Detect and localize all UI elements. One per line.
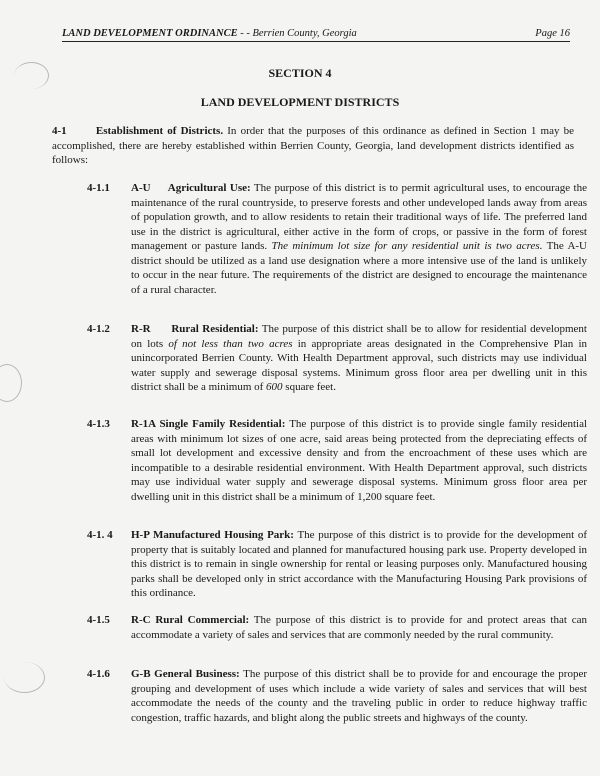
district-item-r-1a (87, 417, 587, 504)
item-text: The purpose of this district shall be to provide for and encourage the proper grouping and development of uses which include a wide variety of sales and services that will best accommodate the needs of the county and the traveling public in order to reduce highway traffic congestion, traffic hazards, and blight along the public streets and highways of the county. (131, 668, 587, 724)
item-text: in appropriate areas designated in the Comprehensive Plan in unincorporated Berrien County. With Health Department approval, such districts may use individual water supply and sewerage disposal systems. Minimum gross floor area per dwelling unit in this district shall be a minimum of (131, 337, 587, 393)
intro-text: In order that the purposes of this ordinance as defined in Section 1 may be accomplished, there are hereby established within Berrien County, Georgia, land development districts identified as follows: (52, 125, 574, 166)
item-number: 4-1.2 (87, 323, 110, 335)
district-item-r-c (87, 613, 587, 642)
district-item-a-u (87, 181, 587, 297)
district-item-g-b (87, 667, 587, 725)
intro-paragraph (52, 124, 574, 168)
item-text: square feet. (285, 381, 336, 393)
item-heading: R-C Rural Commercial: (131, 614, 250, 626)
item-text-italic: 600 (266, 381, 283, 393)
item-number: 4-1. 4 (87, 529, 113, 541)
item-heading: H-P Manufactured Housing Park: (131, 529, 294, 541)
item-code: R-R (131, 323, 151, 335)
district-item-h-p (87, 528, 587, 601)
item-text: The purpose of this district is to provide for the development of property that is suitably located and planned for manufactured housing park use. Property developed in this district is to remain in single ownership for rental or leasing purposes only. Manufactured housing parks shall be developed only in strict accordance with the Manufacturing Housing Park provisions of this ordinance. (131, 529, 587, 599)
item-number: 4-1.3 (87, 418, 110, 430)
header-title: LAND DEVELOPMENT ORDINANCE (62, 28, 238, 39)
district-item-r-r (87, 322, 587, 395)
section-number: SECTION 4 (268, 66, 332, 80)
item-number: 4-1.1 (87, 182, 110, 194)
item-text: The purpose of this district is to provide single family residential areas with minimum lot sizes of one acre, said areas being protected from the depreciating effects of small lot development and excessive density and from the encroachment of these uses which are incompatible to a desirable residential environment. With Health Department approval, such districts may use individual water supply and sewerage disposal systems. Minimum gross floor area per dwelling unit in this district shall be a minimum of 1,200 square feet. (131, 418, 588, 503)
item-code: A-U (131, 182, 151, 194)
item-number: 4-1.5 (87, 614, 110, 626)
item-body (131, 528, 587, 601)
running-header (62, 27, 570, 42)
punch-hole-bottom (4, 662, 45, 693)
item-text: The purpose of this district is to provide for and protect areas that can accommodate a variety of sales and services that are commonly needed by the rural community. (131, 614, 587, 641)
item-name: Agricultural Use: (167, 182, 251, 194)
punch-hole-middle (0, 364, 22, 402)
item-body (131, 181, 587, 297)
header-subtitle: - - Berrien County, Georgia (240, 28, 357, 39)
item-text: The purpose of this district is to permit agricultural uses, to encourage the maintenance of the rural countryside, to preserve forests and other undeveloped lands away from areas of population growth, and to allow residents to retain their traditional ways of life. The preferred land use in the district is agricultural, either active in the form of crops, or passive in the form of forest management or pasture lands. (131, 182, 587, 252)
header-page-number: Page 16 (535, 28, 570, 39)
item-text-italic: The minimum lot size for any residential unit is two acres. (271, 240, 543, 252)
intro-number: 4-1 (52, 125, 67, 137)
item-body (131, 322, 587, 395)
item-body (131, 613, 587, 642)
item-body (131, 667, 587, 725)
item-heading: R-1A Single Family Residential: (131, 418, 286, 430)
item-heading: G-B General Business: (131, 668, 240, 680)
item-text: The purpose of this district shall be to allow for residential development on lots (131, 323, 587, 350)
item-text-italic: of not less than two acres (168, 337, 293, 350)
item-number: 4-1.6 (87, 668, 110, 680)
item-body (131, 417, 587, 504)
intro-heading: Establishment of Districts. (95, 125, 224, 137)
section-title: LAND DEVELOPMENT DISTRICTS (200, 95, 400, 109)
item-text: The A-U district should be utilized as a land use designation where a more intensive use of the land is unlikely to occur in the near future. The requirements of the district are designed to encourage the maintenance of a rural character. (131, 240, 588, 296)
item-name: Rural Residential: (171, 323, 259, 335)
